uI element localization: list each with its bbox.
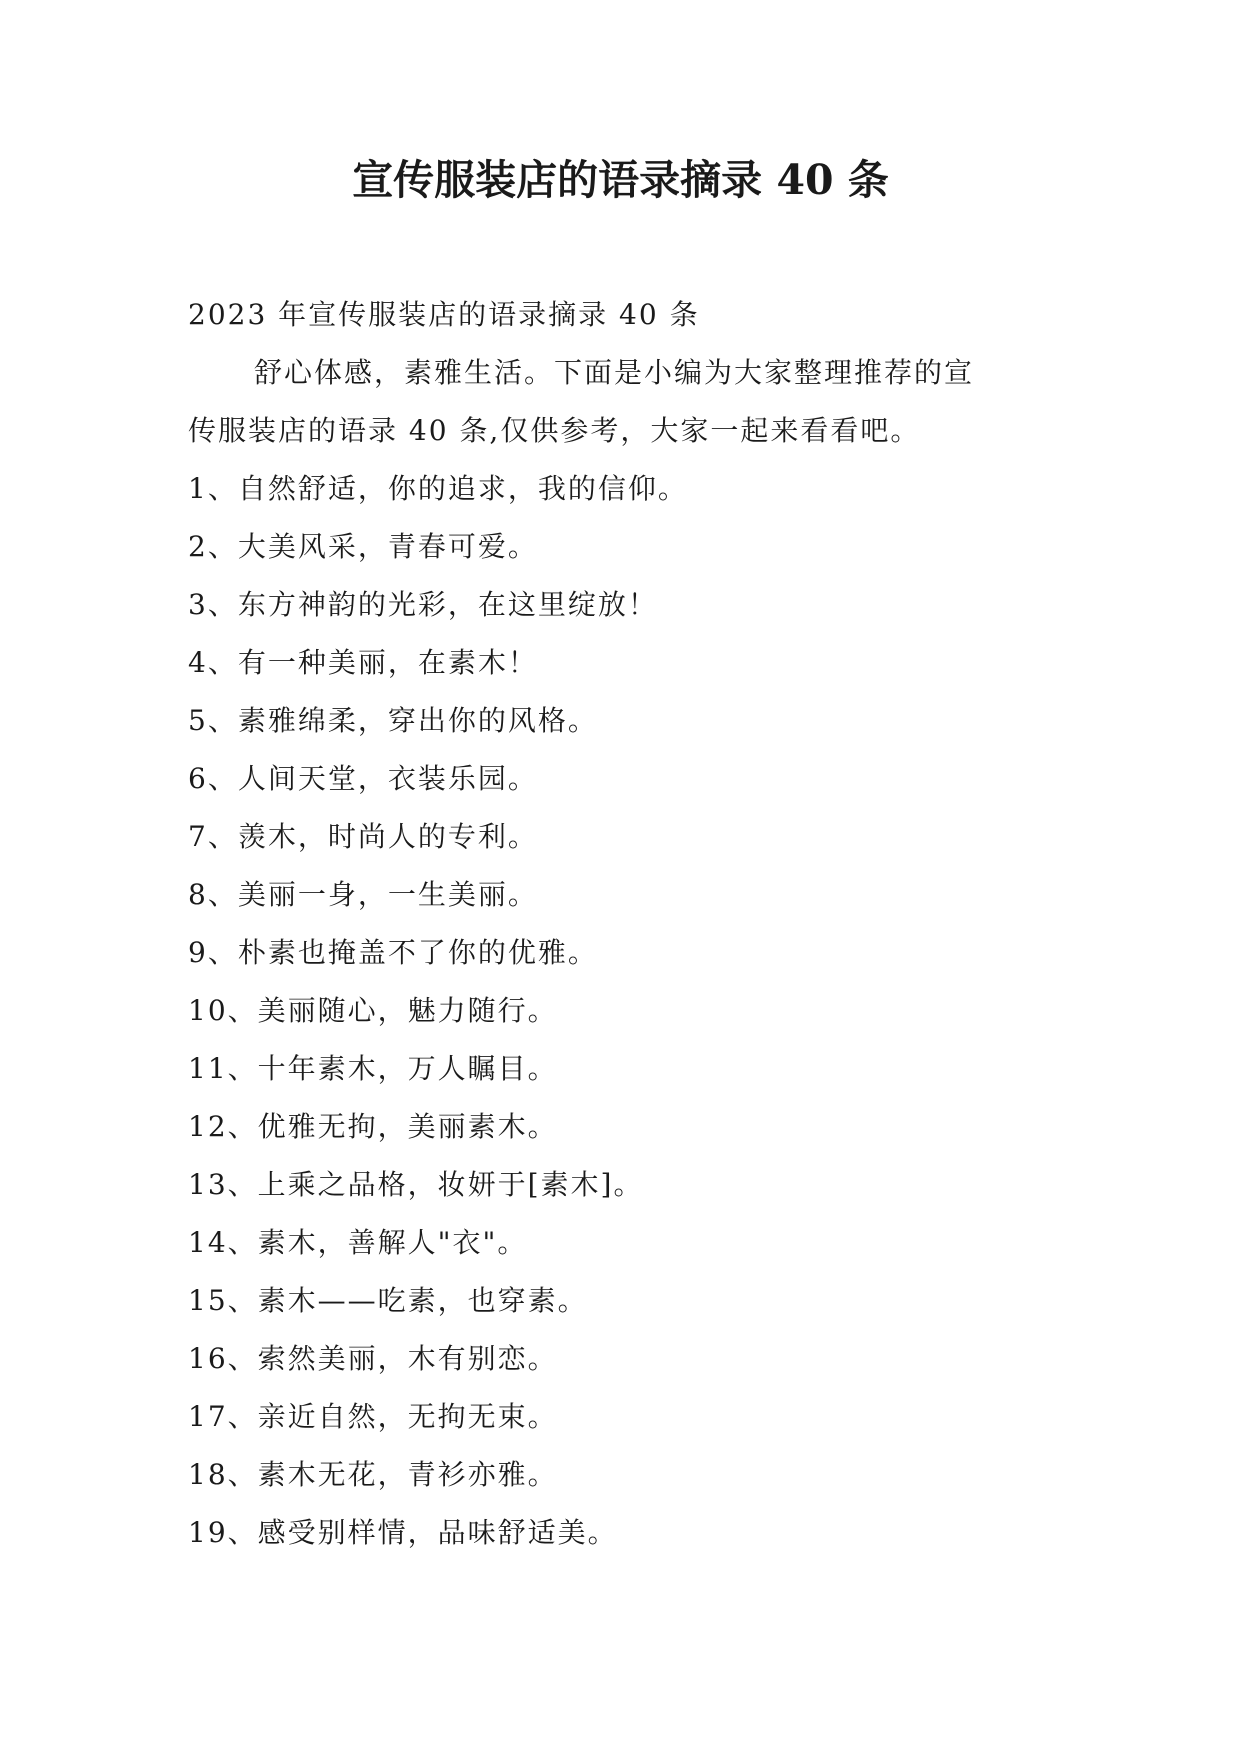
list-item: 3、东方神韵的光彩，在这里绽放！ xyxy=(188,588,658,621)
document-subtitle: 2023 年宣传服装店的语录摘录 40 条 xyxy=(188,298,700,331)
list-item: 13、上乘之品格，妆妍于[素木]。 xyxy=(188,1168,644,1201)
list-item: 2、大美风采，青春可爱。 xyxy=(188,530,538,563)
intro-line-2: 传服装店的语录 40 条,仅供参考，大家一起来看看吧。 xyxy=(188,414,921,447)
list-item: 19、感受别样情，品味舒适美。 xyxy=(188,1516,618,1549)
document-title: 宣传服装店的语录摘录 40 条 xyxy=(352,156,889,204)
list-item: 16、索然美丽，木有别恋。 xyxy=(188,1342,558,1375)
list-item: 14、素木，善解人"衣"。 xyxy=(188,1226,528,1259)
list-item: 7、羡木，时尚人的专利。 xyxy=(188,820,538,853)
list-item: 12、优雅无拘，美丽素木。 xyxy=(188,1110,558,1143)
list-item: 8、美丽一身，一生美丽。 xyxy=(188,878,538,911)
list-item: 11、十年素木，万人瞩目。 xyxy=(188,1052,558,1085)
list-item: 18、素木无花，青衫亦雅。 xyxy=(188,1458,558,1491)
list-item: 5、素雅绵柔，穿出你的风格。 xyxy=(188,704,598,737)
list-item: 15、素木——吃素，也穿素。 xyxy=(188,1284,588,1317)
document-body xyxy=(188,286,1068,1562)
list-item: 10、美丽随心，魅力随行。 xyxy=(188,994,558,1027)
list-item: 1、自然舒适，你的追求，我的信仰。 xyxy=(188,472,688,505)
list-item: 9、朴素也掩盖不了你的优雅。 xyxy=(188,936,598,969)
intro-line-1: 舒心体感，素雅生活。下面是小编为大家整理推荐的宣 xyxy=(254,356,975,389)
list-item: 17、亲近自然，无拘无束。 xyxy=(188,1400,558,1433)
list-item: 6、人间天堂，衣装乐园。 xyxy=(188,762,538,795)
intro-paragraph xyxy=(188,344,1068,460)
list-item: 4、有一种美丽，在素木！ xyxy=(188,646,538,679)
